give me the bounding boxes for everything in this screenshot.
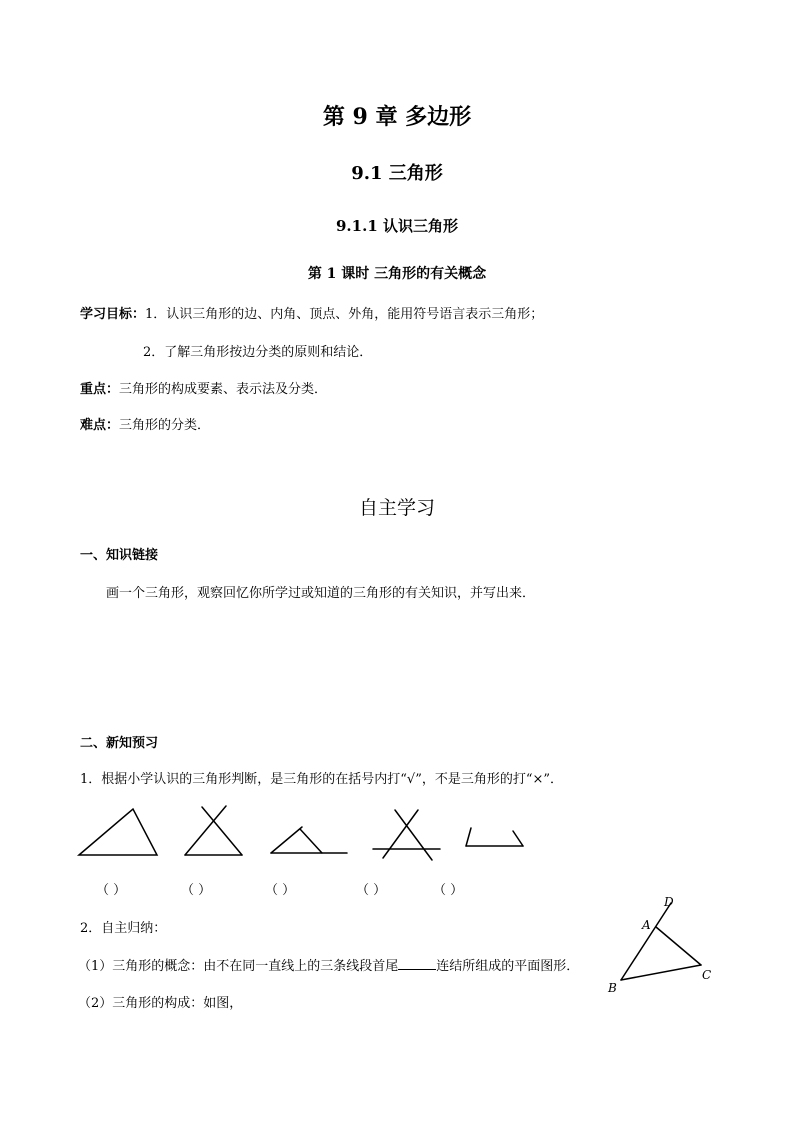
answer-bracket-4[interactable]: （ ） [356,883,387,898]
section-title: 9.1 三角形 [351,163,443,184]
figure-1-triangle [79,809,157,855]
figure-2-crossed-triangle [185,806,242,855]
label-a: A [642,918,651,932]
question-2: 2．自主归纳： [80,921,167,936]
question-2-1 [78,955,579,974]
figure-3-open-shape [271,827,347,853]
key-point [80,378,327,397]
triangle-abc-figure [600,890,720,1005]
figure-5-open-shape [466,828,523,846]
question-2-1-before: （1）三角形的概念：由不在同一直线上的三条线段首尾 [78,959,399,974]
lesson-title: 第 1 课时 三角形的有关概念 [307,266,487,282]
objective-item-1: 1．认识三角形的边、内角、顶点、外角，能用符号语言表示三角形； [145,307,544,322]
part1-text: 画一个三角形，观察回忆你所学过或知道的三角形的有关知识，并写出来． [106,586,536,601]
label-d: D [664,895,674,909]
chapter-title: 第 9 章 多边形 [322,104,472,130]
question-2-2: （2）三角形的构成：如图， [78,996,243,1011]
question-1-figures [0,800,560,870]
answer-bracket-3[interactable]: （ ） [265,883,296,898]
answer-bracket-1[interactable]: （ ） [96,883,127,898]
self-study-title: 自主学习 [358,497,435,519]
question-2-1-after: 连结所组成的平面图形． [436,959,580,974]
objective-item-2: 2．了解三角形按边分类的原则和结论． [143,345,373,360]
key-point-text: 三角形的构成要素、表示法及分类． [119,382,328,397]
objectives-label: 学习目标： [80,307,146,322]
objective-line-1 [80,303,543,322]
subsection-title: 9.1.1 认识三角形 [336,217,458,235]
difficulty-text: 三角形的分类． [119,418,211,433]
label-b: B [608,981,617,995]
figure-4-crossed-lines [373,810,440,860]
part2-heading: 二、新知预习 [80,736,159,751]
part1-heading: 一、知识链接 [80,548,159,563]
difficulty-label: 难点： [80,418,120,433]
label-c: C [702,968,712,982]
answer-bracket-2[interactable]: （ ） [181,883,212,898]
key-point-label: 重点： [80,382,120,397]
answer-bracket-5[interactable]: （ ） [433,883,464,898]
question-1: 1．根据小学认识的三角形判断，是三角形的在括号内打“√”，不是三角形的打“×”． [80,772,564,787]
answer-blank[interactable] [398,957,436,970]
difficulty [80,414,210,433]
